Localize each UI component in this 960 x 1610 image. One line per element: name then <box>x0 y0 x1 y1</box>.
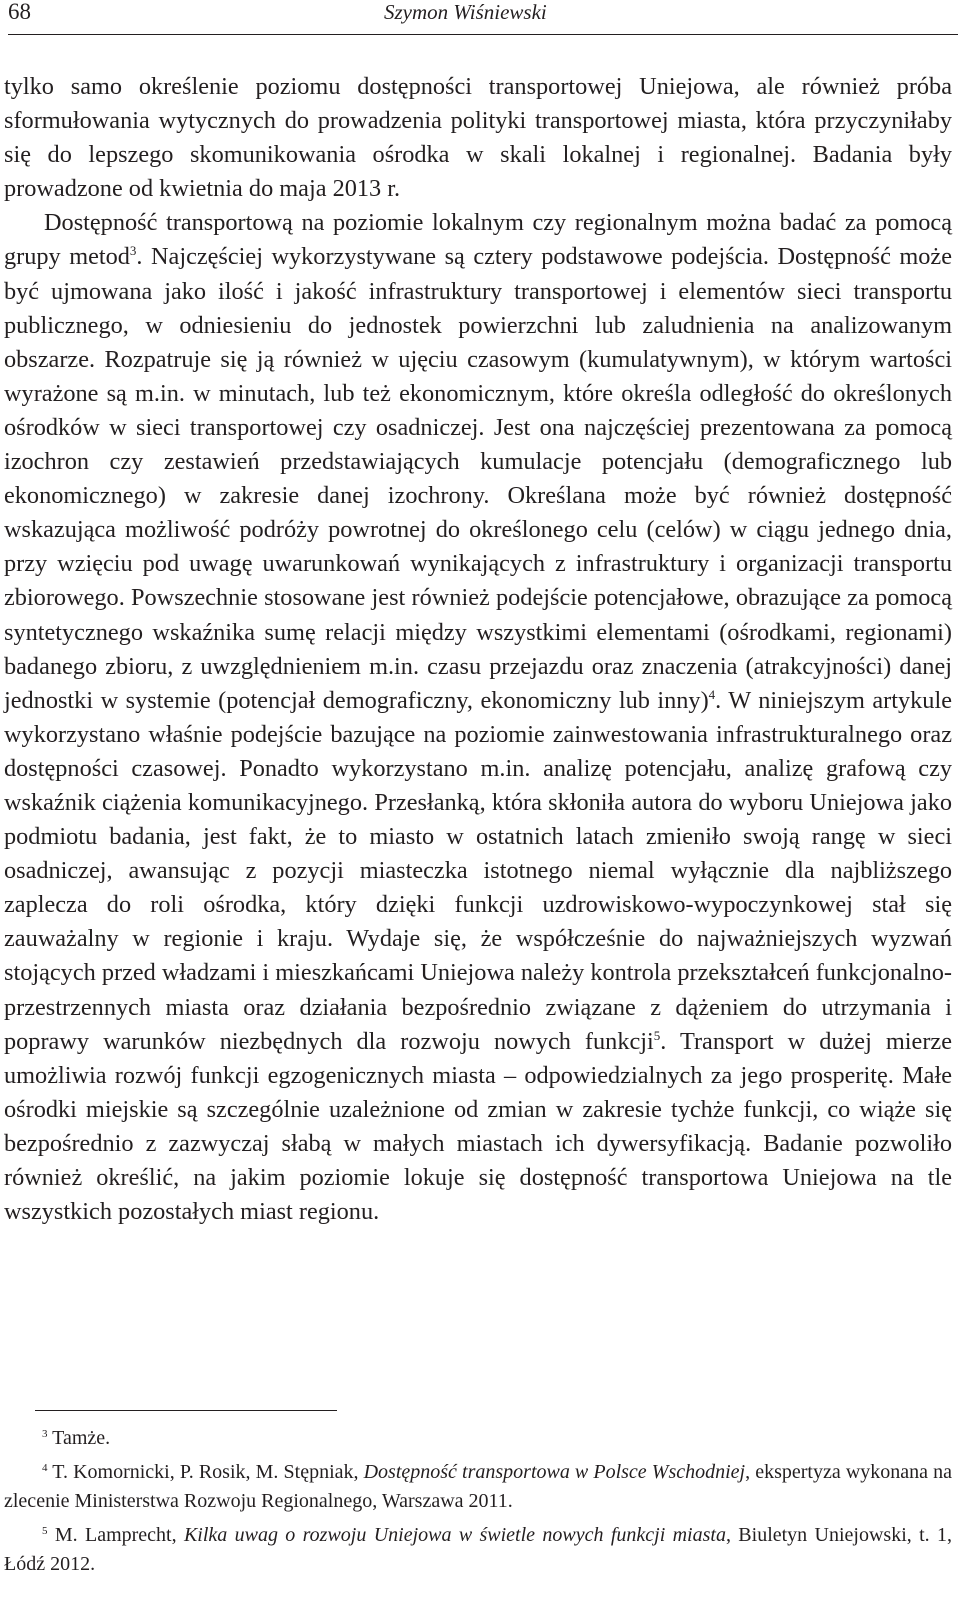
footnote-number: 5 <box>42 1525 48 1537</box>
body-text <box>4 70 952 1229</box>
page-number: 68 <box>8 0 31 24</box>
running-head-author: Szymon Wiśniewski <box>384 0 547 24</box>
page-header <box>8 0 958 35</box>
paragraph-text: . Transport w dużej mierze umożliwia rozwój funkcji egzogenicznych miasta – odpowiedzialnych za jego prosperitę. Małe ośrodki miejskie są szczególnie uzależnione od zmian w zakresie tychże funkcji, co wiąże się bezpośrednio z zazwyczaj słabą w małych miastach ich dywersyfikacją. Badanie pozwoliło również określić, na jakim poziomie lokuje się dostępność transportowa Uniejowa na tle wszystkich pozostałych miast regionu. <box>4 1027 952 1226</box>
footnote-ref: 4 <box>708 686 716 702</box>
footnote-4 <box>4 1458 952 1516</box>
footnote-text: Tamże. <box>52 1427 111 1449</box>
footnote-cited-title: Kilka uwag o rozwoju Uniejowa w świetle nowych funkcji miasta <box>183 1524 726 1546</box>
footnote-text: , ekspertyza wykonana na zlecenie Ministerstwa Rozwoju Regionalnego, Warszawa 2011. <box>4 1461 952 1512</box>
paragraph-text: Dostępność transportową na poziomie lokalnym czy regionalnym można badać za pomocą grupy metod <box>4 209 952 271</box>
paragraph-text: . Najczęściej wykorzystywane są cztery podstawowe podejścia. Dostępność może być ujmowana jako ilość i jakość infrastruktury transportowej i elementów sieci transportu publicznego, w odniesieniu do jednostek powierzchni lub zaludnienia na analizowanym obszarze. Rozpatruje się ją również w ujęciu czasowym (kumulatywnym), w którym wartości wyrażone są m.in. w minutach, lub też ekonomicznym, które określa odległość do określonych ośrodków w sieci transportowej czy osadniczej. Jest ona najczęściej prezentowana za pomocą izochron czy zestawień przedstawiających kumulacje potencjału (demograficznego lub ekonomicznego) w zakresie danej izochrony. Określana może być również dostępność wskazująca możliwość podróży powrotnej do określonego celu (celów) w ciągu jednego dnia, przy wzięciu pod uwagę uwarunkowań wynikających z infrastruktury i organizacji transportu zbiorowego. Powszechnie stosowane jest również podejście potencjałowe, obrazujące za pomocą syntetycznego wskaźnika sumę relacji między wszystkimi elementami (ośrodkami, regionami) badanego zbioru, z uwzględnieniem m.in. czasu przejazdu oraz znaczenia (atrakcyjności) danej jednostki w systemie (potencjał demograficzny, ekonomiczny lub inny) <box>4 243 952 714</box>
footnote-text: M. Lamprecht, <box>54 1524 184 1546</box>
footnotes <box>4 1424 952 1584</box>
footnote-cited-title: Dostępność transportowa w Polsce Wschodniej <box>363 1461 746 1483</box>
paragraph-text: . W niniejszym artykule wykorzystano właśnie podejście bazujące na poziomie zainwestowania infrastrukturalnego oraz dostępności czasowej. Ponadto wykorzystano m.in. analizę potencjału, analizę grafową czy wskaźnik ciążenia komunikacyjnego. Przesłanką, która skłoniła autora do wyboru Uniejowa jako podmiotu badania, jest fakt, że to miasto w ostatnich latach zmieniło swoją rangę w sieci osadniczej, awansując z pozycji miasteczka istotnego niemal wyłącznie dla najbliższego zaplecza do roli ośrodka, który dzięki funkcji uzdrowiskowo-wypoczynkowej stał się zauważalny w regionie i kraju. Wydaje się, że współcześnie do najważniejszych wyzwań stojących przed władzami i mieszkańcami Uniejowa należy kontrola przekształceń funkcjonalno-przestrzennych miasta oraz działania bezpośrednio związane z dążeniem do utrzymania i poprawy warunków niezbędnych dla rozwoju nowych funkcji <box>4 686 952 1055</box>
footnote-number: 4 <box>42 1462 48 1474</box>
footnote-5 <box>4 1521 952 1579</box>
footnote-divider <box>35 1410 337 1411</box>
footnote-text: T. Komornicki, P. Rosik, M. Stępniak, <box>52 1461 364 1483</box>
paragraph: tylko samo określenie poziomu dostępności transportowej Uniejowa, ale również próba sformułowania wytycznych do prowadzenia polityki transportowej miasta, która przyczyniłaby się do lepszego skomunikowania ośrodka w skali lokalnej i regionalnej. Badania były prowadzone od kwietnia do maja 2013 r. <box>4 73 952 203</box>
paragraph <box>4 206 952 1229</box>
footnote-text: , Biuletyn Uniejowski, t. 1, Łódź 2012. <box>4 1524 952 1575</box>
footnote-3 <box>4 1424 952 1453</box>
footnote-number: 3 <box>42 1428 48 1440</box>
footnote-ref: 5 <box>653 1027 661 1043</box>
footnote-ref: 3 <box>129 243 137 259</box>
